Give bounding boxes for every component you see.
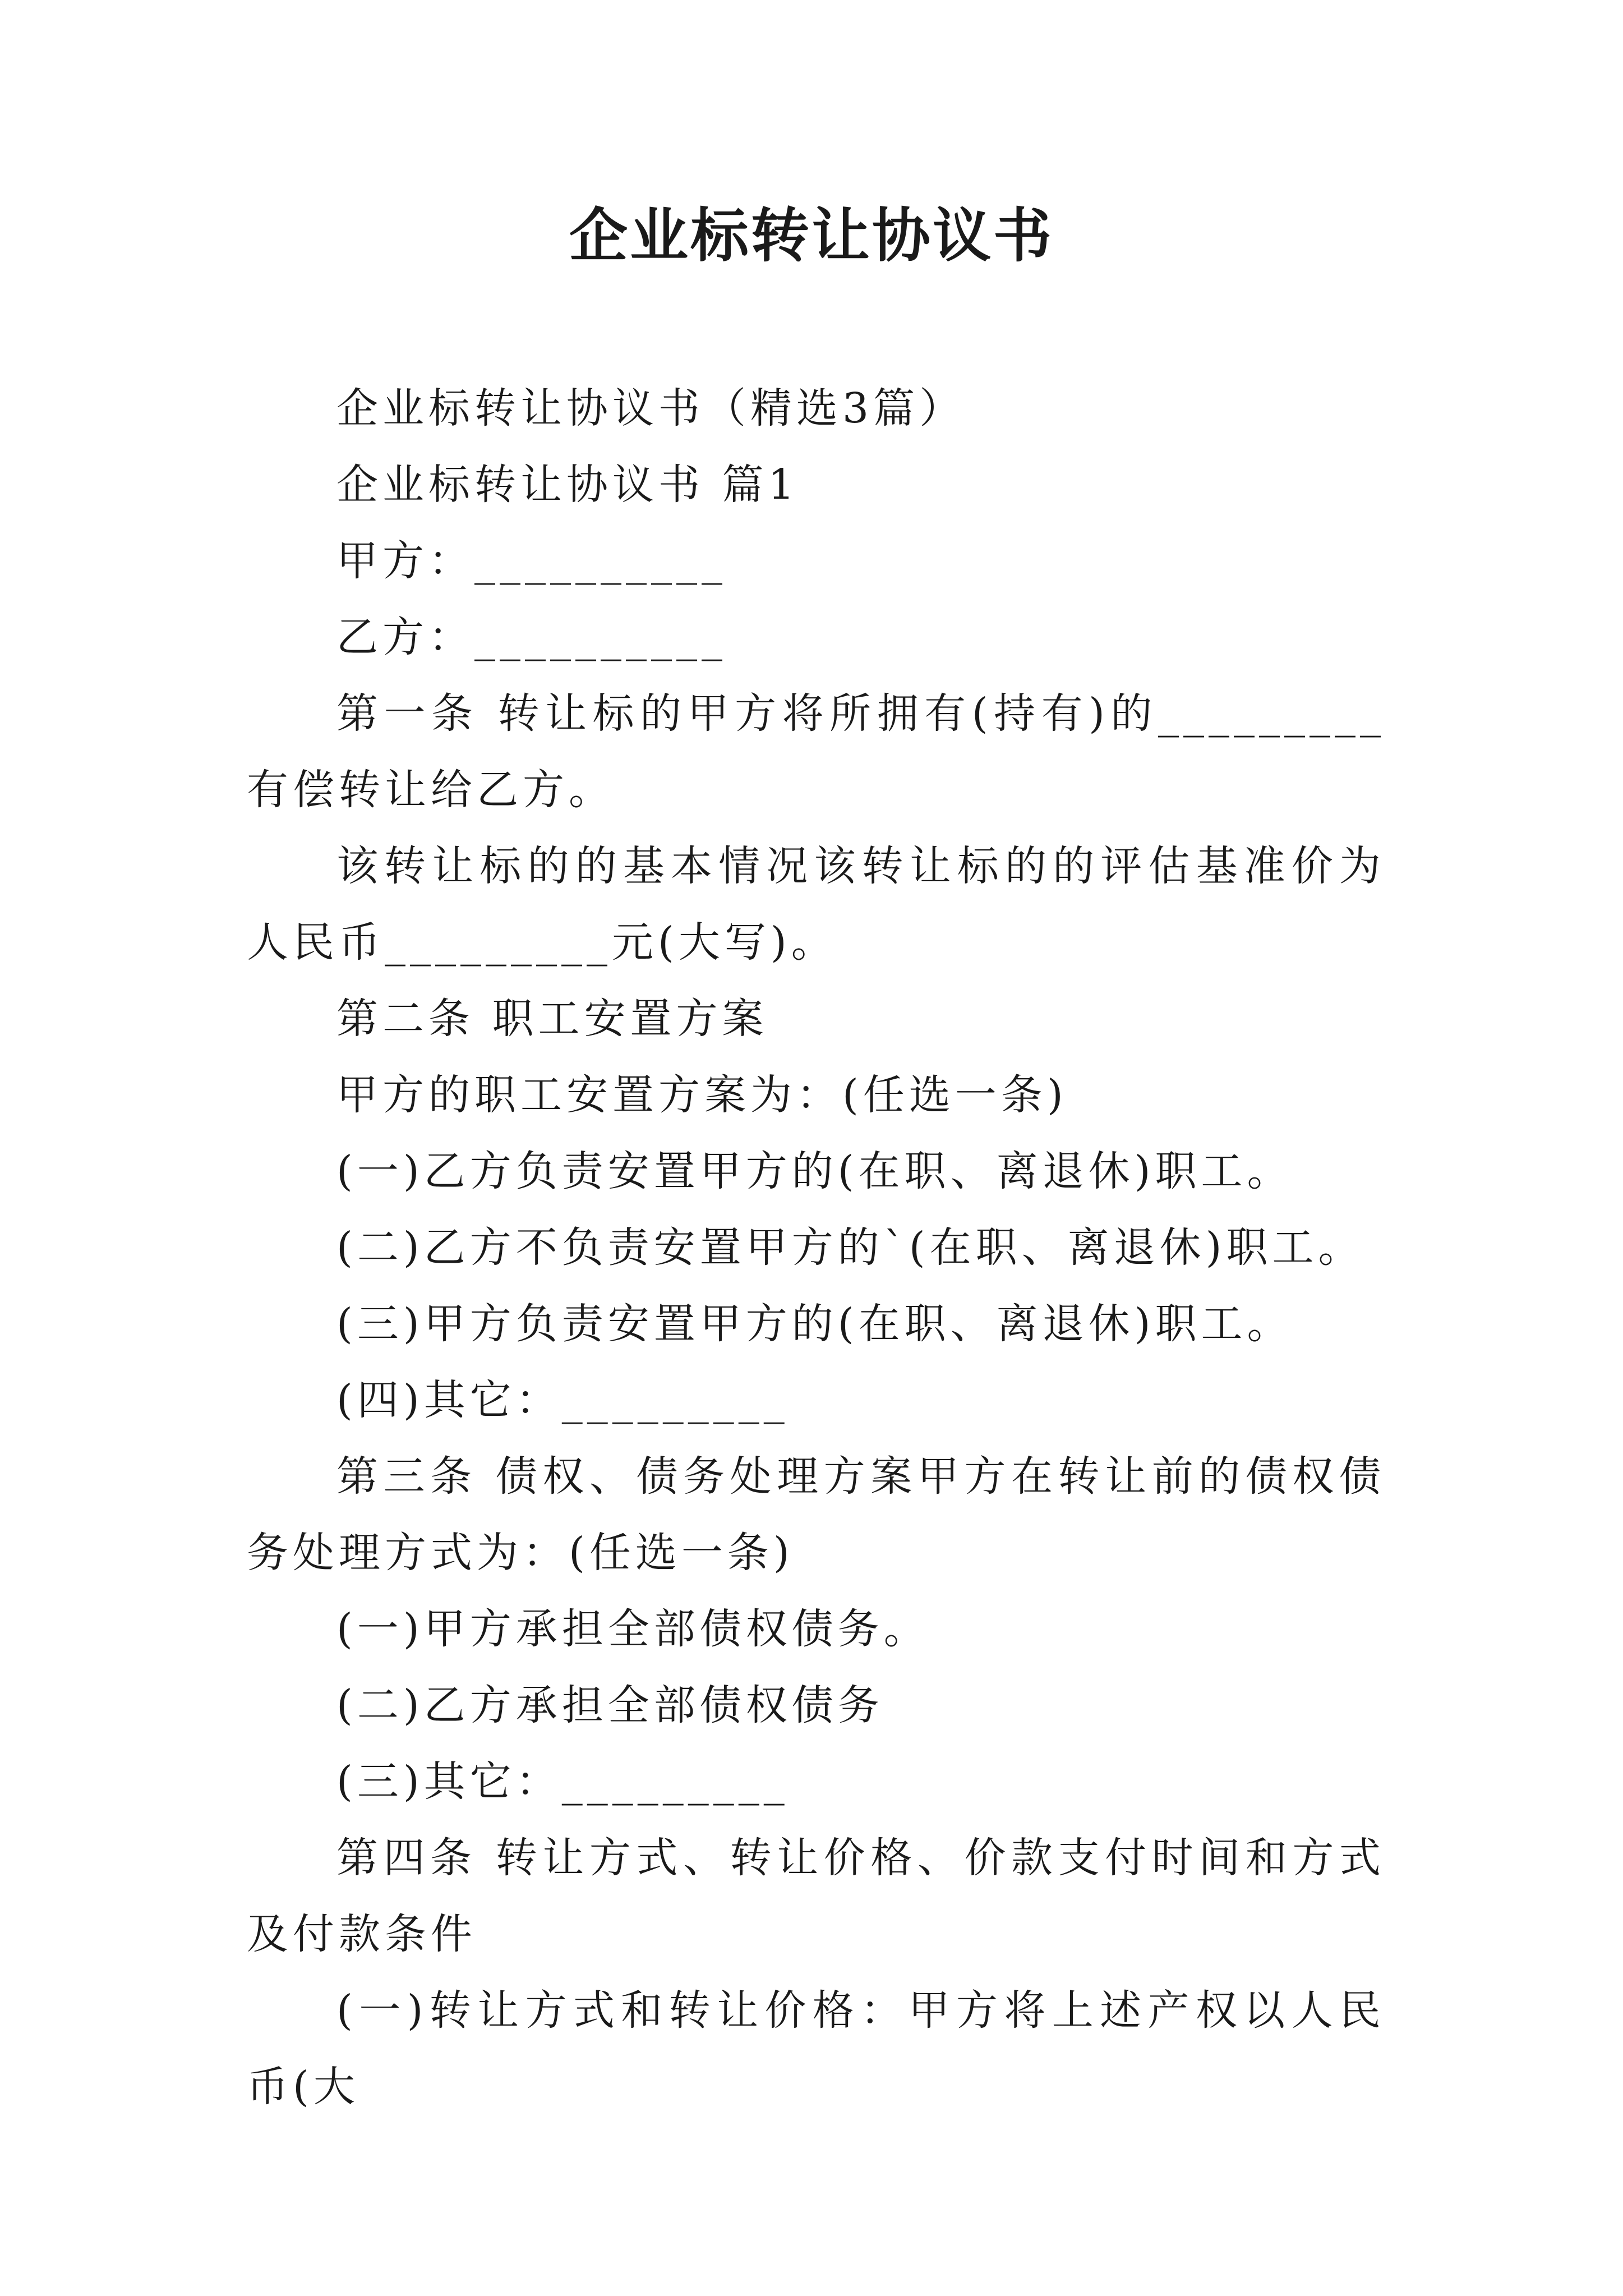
paragraph: (一)甲方承担全部债权债务。: [336, 1605, 930, 1653]
paragraph: 该转让标的的基本情况该转让标的的评估基准价为人民币_________元(大写)。: [247, 842, 1385, 967]
document-body: [247, 370, 1385, 2125]
paragraph: 企业标转让协议书（精选3篇）: [336, 384, 966, 432]
paragraph: (四)其它：_________: [336, 1376, 789, 1424]
paragraph: (二)乙方承担全部债权债务: [336, 1681, 884, 1729]
paragraph: 企业标转让协议书 篇1: [336, 461, 799, 509]
paragraph: 第三条 债权、债务处理方案甲方在转让前的债权债务处理方式为：(任选一条): [247, 1452, 1385, 1577]
paragraph: 甲方：__________: [336, 537, 727, 585]
paragraph: (一)乙方负责安置甲方的(在职、离退休)职工。: [336, 1147, 1293, 1195]
paragraph: (三)甲方负责安置甲方的(在职、离退休)职工。: [336, 1300, 1293, 1348]
document-title: 企业标转让协议书: [569, 201, 1054, 270]
paragraph: (一)转让方式和转让价格：甲方将上述产权以人民币(大: [247, 1986, 1385, 2111]
paragraph: 第一条 转让标的甲方将所拥有(持有)的_________有偿转让给乙方。: [247, 689, 1385, 814]
paragraph: (三)其它：_________: [336, 1757, 789, 1806]
paragraph: 第四条 转让方式、转让价格、价款支付时间和方式及付款条件: [247, 1834, 1385, 1958]
paragraph: 第二条 职工安置方案: [336, 995, 768, 1043]
paragraph: 乙方：__________: [336, 613, 727, 661]
paragraph: (二)乙方不负责安置甲方的`(在职、离退休)职工。: [336, 1223, 1364, 1272]
paragraph: 甲方的职工安置方案为：(任选一条): [336, 1071, 1068, 1119]
